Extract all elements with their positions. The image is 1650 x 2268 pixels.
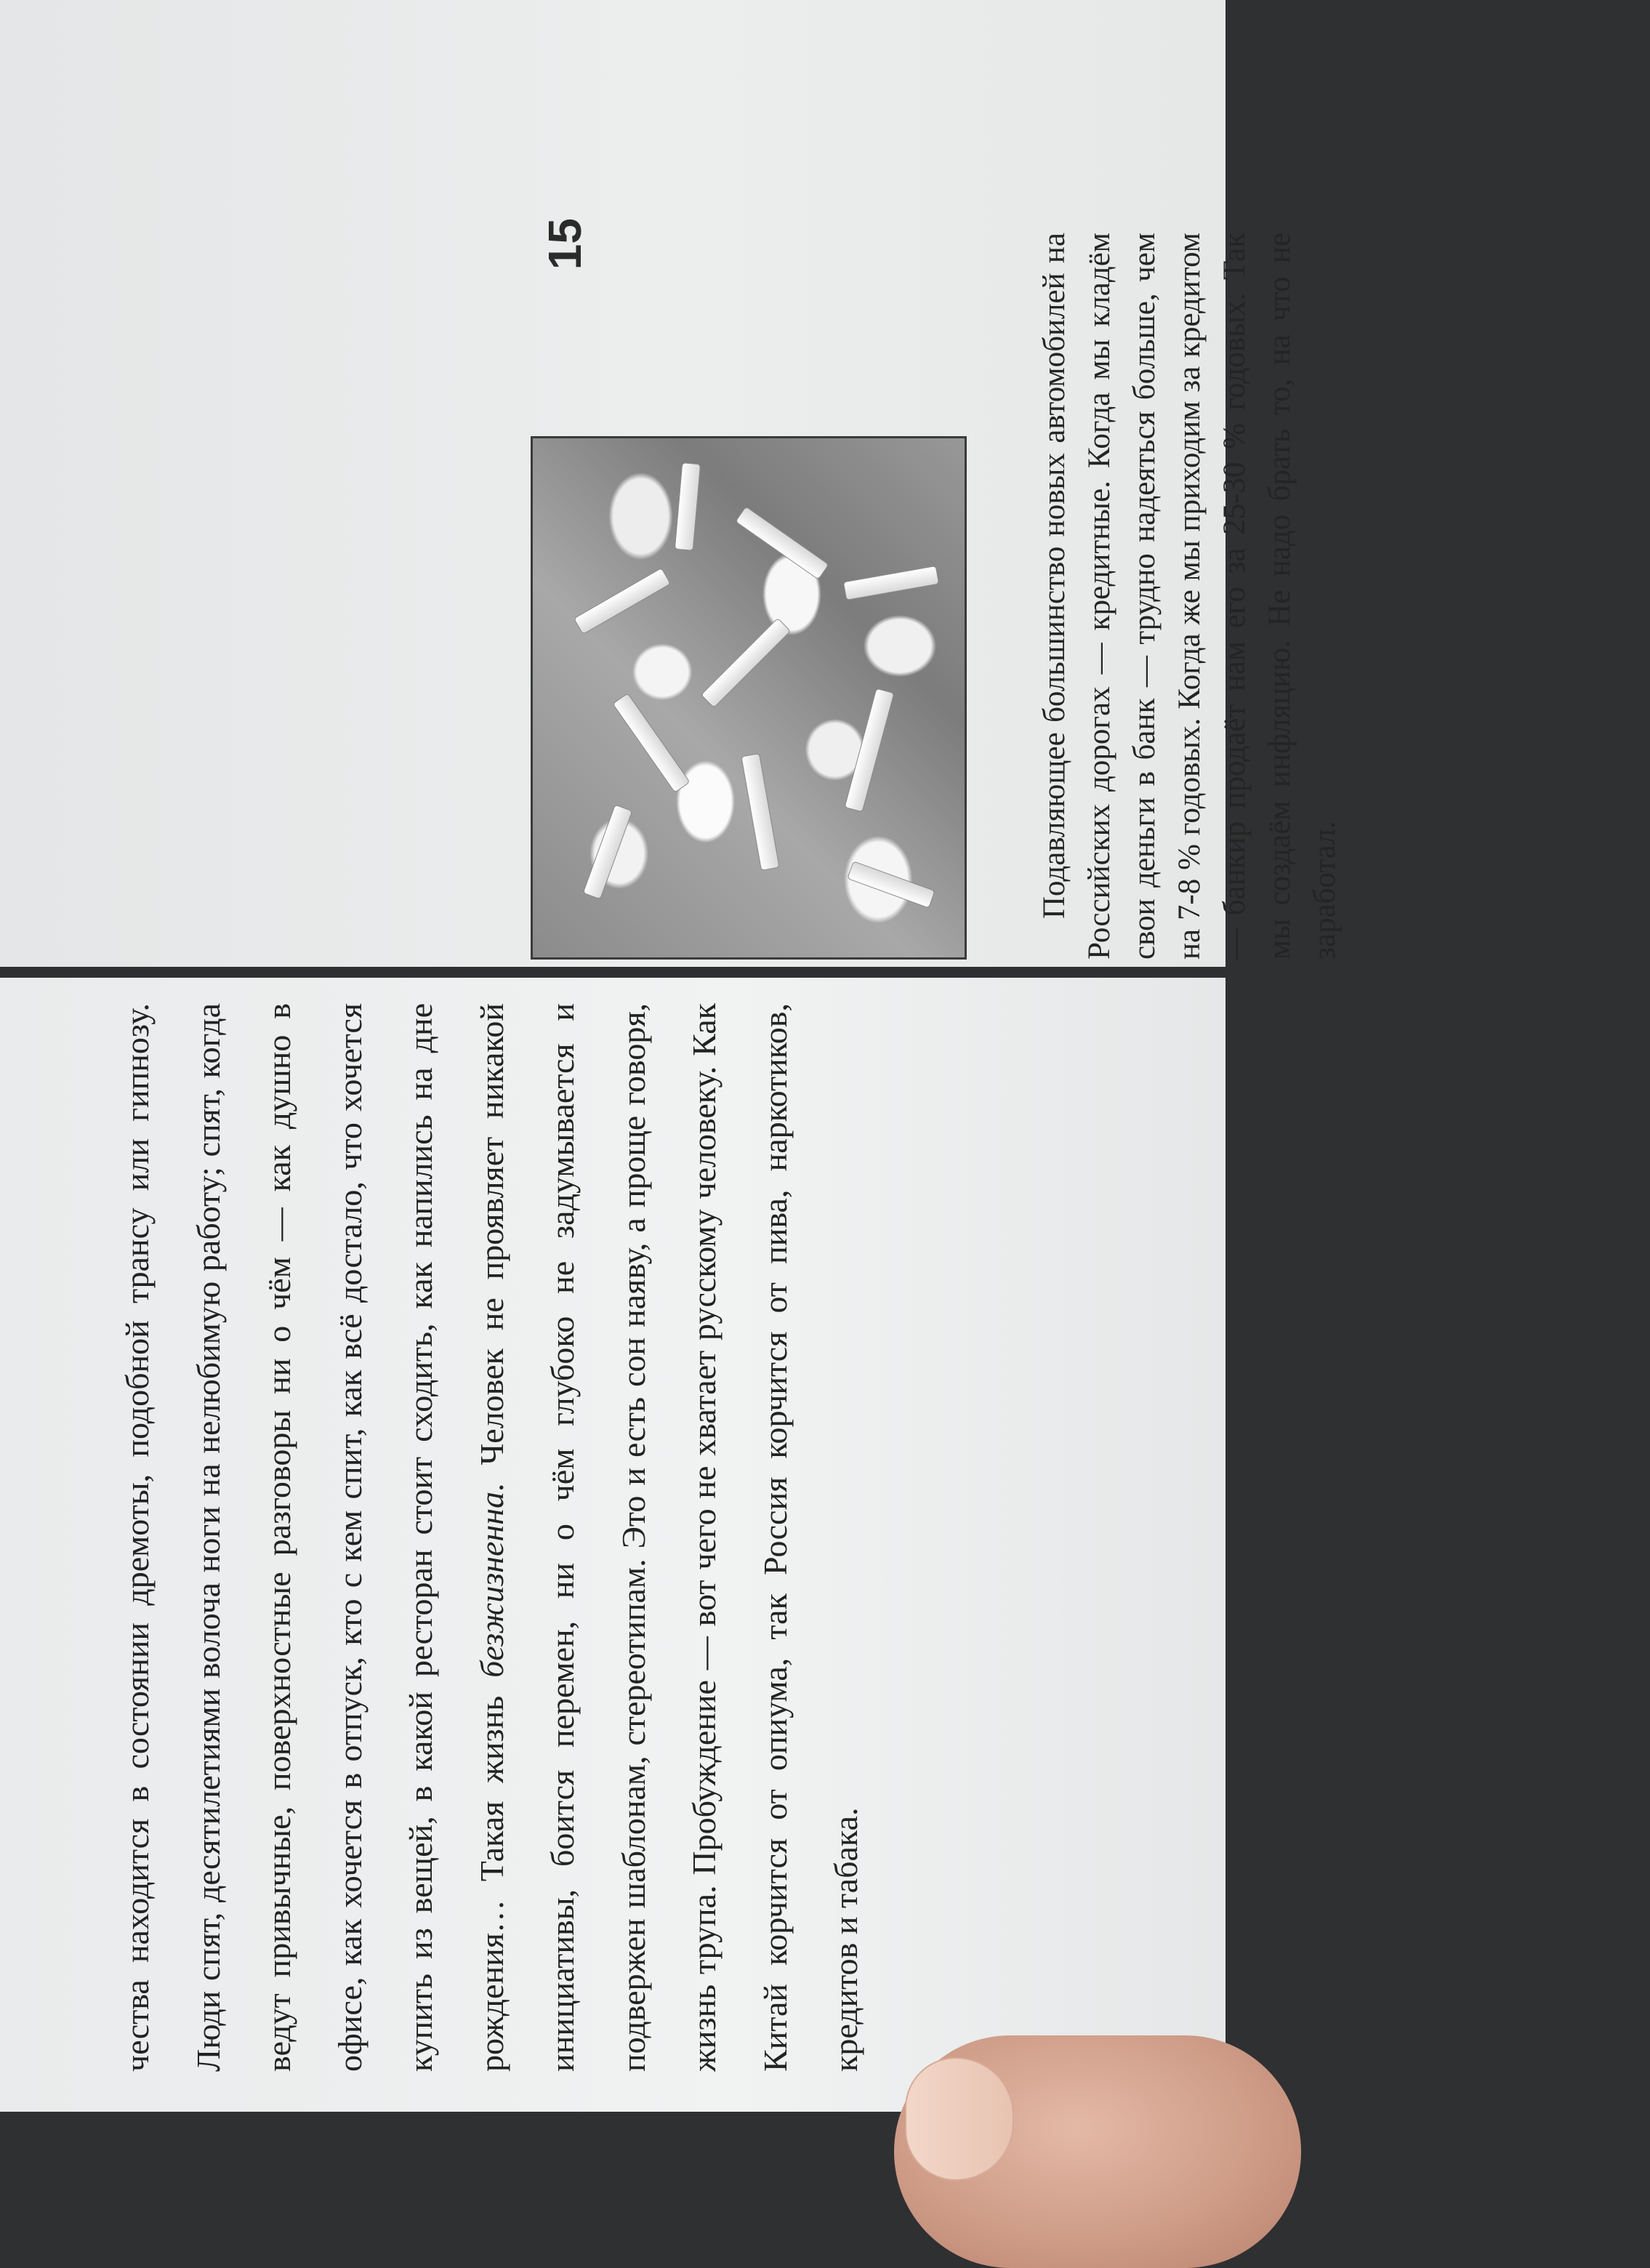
bottom-page-paragraph — [102, 1003, 882, 2072]
left-page-content — [102, 967, 1236, 2086]
text-segment: . Человек не проявляет никакой инициативы, боится перемен, ни о чём глубоко не задумывается и подвержен шаблонам, стереотипам. Это и есть сон наяву, а проще говоря, жизнь трупа. Пробуждение — вот чего не хватает русскому человеку. Как Китай корчится от опиума, так Россия корчится от пива, наркотиков, кредитов и табака. — [472, 1003, 864, 2072]
cigarette-butt — [612, 693, 690, 793]
cigarette-butt — [847, 861, 935, 908]
cigarette-butt — [844, 688, 894, 813]
cigarette-butt — [701, 618, 791, 708]
right-page-content — [531, 218, 1650, 989]
italic-word: безжизненна — [472, 1491, 510, 1678]
cigarette-butt — [574, 568, 671, 635]
cigarette-butt — [741, 753, 779, 871]
page-number: 15 — [539, 218, 591, 270]
top-page-paragraph: Подавляющее большинство новых автомобилей на Российских дорогах — кредитные. Когда мы кладём свои деньги в банк — трудно надеяться больше, чем на 7-8 % годовых. Когда же мы приходим за кредитом — банкир продаёт нам его за 25-30 % годовых. Так мы создаём инфляцию. Не надо брать то, на что не заработал. — [1037, 233, 1342, 960]
cigarette-butt — [583, 804, 633, 899]
text-segment: чества находится в состоянии дремоты, подобной трансу или гипнозу. Люди спят, десятилетиями волоча ноги на нелюбимую работу; спят, когда ведут привычные, поверхностные разговоры ни о чём — как душно в офисе, как хочется в отпуск, кто с кем спит, как всё достало, что хочется купить из вещей, в какой ресторан стоит сходить, как напились на дне рождения… Такая жизнь — [118, 1003, 510, 2072]
cigarette-butt — [735, 506, 829, 580]
cigarette-butt — [675, 462, 701, 551]
left-book-page — [0, 978, 1226, 2112]
cigarette-butt — [843, 566, 940, 600]
thumbnail-nail — [905, 2057, 1014, 2181]
right-book-page — [0, 0, 1342, 967]
cigarette-butts-photo — [531, 436, 967, 960]
